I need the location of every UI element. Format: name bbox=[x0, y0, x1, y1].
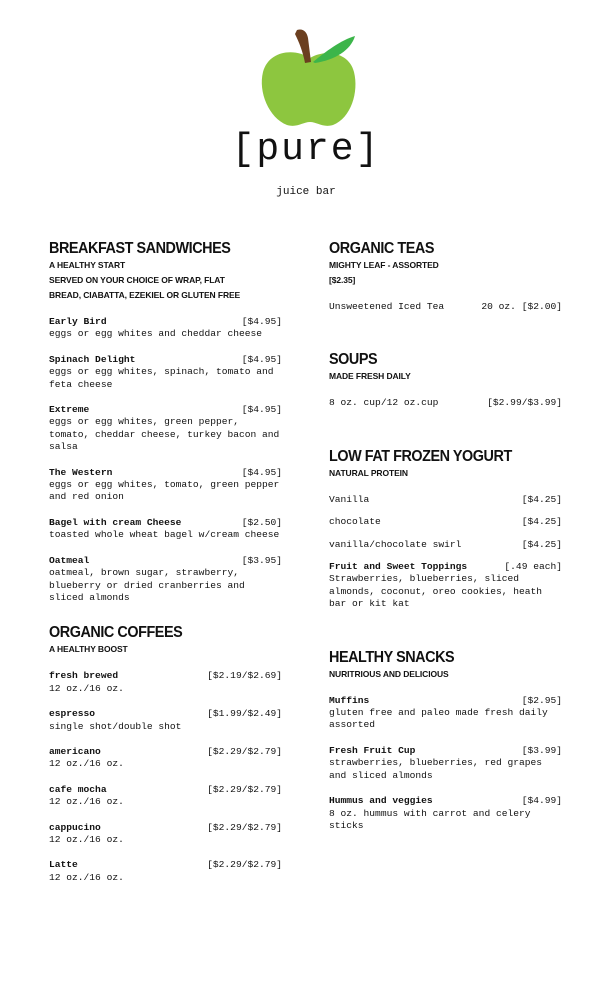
item-desc: 12 oz./16 oz. bbox=[49, 871, 124, 883]
item-desc: eggs or egg whites, tomato, green pepper and red onion bbox=[49, 479, 280, 503]
section-title: BREAKFAST SANDWICHES bbox=[49, 240, 231, 257]
item-name: Spinach Delight bbox=[49, 353, 136, 365]
section-title: SOUPS bbox=[329, 351, 378, 369]
right-column bbox=[329, 240, 562, 832]
item-desc: Strawberries, blueberries, sliced almonds, coconut, oreo cookies, heath bar or kit kat bbox=[329, 573, 543, 610]
section-subtitle: A HEALTHY BOOST bbox=[49, 644, 128, 655]
menu-item bbox=[49, 822, 282, 847]
menu-item bbox=[49, 517, 282, 542]
section-subtitle: NURITRIOUS AND DELICIOUS bbox=[329, 668, 449, 679]
brand-tagline: juice bar bbox=[276, 186, 336, 198]
item-desc: oatmeal, brown sugar, strawberry, blueberry or dried cranberries and sliced almonds bbox=[49, 567, 245, 603]
section-note: BREAD, CIABATTA, EZEKIEL OR GLUTEN FREE bbox=[49, 290, 241, 300]
menu-item bbox=[49, 746, 282, 771]
menu-item bbox=[49, 354, 282, 391]
section-subtitle: MIGHTY LEAF - ASSORTED bbox=[329, 260, 439, 270]
item-name: Unsweetened Iced Tea bbox=[329, 301, 445, 312]
item-price: [$4.95] bbox=[241, 404, 282, 416]
item-desc: gluten free and paleo made fresh daily bbox=[329, 707, 548, 719]
section-title: ORGANIC COFFEES bbox=[49, 624, 183, 642]
menu-item bbox=[49, 708, 282, 733]
item-name: vanilla/chocolate swirl bbox=[329, 538, 462, 550]
left-column bbox=[49, 240, 282, 884]
menu-item bbox=[329, 301, 562, 313]
item-price: [$1.99/$2.49] bbox=[207, 708, 282, 720]
item-name: Early Bird bbox=[49, 316, 107, 327]
section-price: [$2.35] bbox=[329, 275, 356, 285]
item-name: Oatmeal bbox=[49, 554, 90, 566]
item-desc: 12 oz./16 oz. bbox=[49, 796, 124, 808]
menu-item bbox=[49, 555, 282, 605]
section-breakfast-sandwiches bbox=[49, 240, 282, 604]
section-organic-coffees bbox=[49, 624, 282, 884]
item-name: Fresh Fruit Cup bbox=[329, 744, 416, 756]
item-name: The Western bbox=[49, 466, 113, 478]
menu-item bbox=[329, 561, 562, 611]
item-price: [$4.25] bbox=[521, 516, 562, 528]
menu-item bbox=[329, 745, 562, 782]
item-name: Bagel with cream Cheese bbox=[49, 516, 182, 528]
item-name: Vanilla bbox=[329, 493, 370, 505]
item-price: 20 oz. [$2.00] bbox=[481, 301, 562, 312]
item-price: [$3.95] bbox=[241, 554, 282, 566]
item-name: Latte bbox=[49, 859, 78, 871]
item-name: Muffins bbox=[329, 694, 370, 706]
item-desc: eggs or egg whites, green pepper, tomato, cheddar cheese, turkey bacon and salsa bbox=[49, 416, 280, 453]
item-price: [$2.50] bbox=[241, 516, 282, 528]
menu-item bbox=[329, 397, 562, 409]
menu-item bbox=[49, 467, 282, 504]
section-healthy-snacks bbox=[329, 649, 562, 833]
menu-item bbox=[329, 494, 562, 506]
green-apple-icon bbox=[255, 22, 365, 132]
item-name: espresso bbox=[49, 708, 96, 720]
section-note: SERVED ON YOUR CHOICE OF WRAP, FLAT bbox=[49, 275, 225, 285]
item-name: cappucino bbox=[49, 821, 101, 833]
item-name: Fruit and Sweet Toppings bbox=[329, 561, 468, 573]
item-price: [$2.29/$2.79] bbox=[207, 783, 282, 795]
menu-item bbox=[49, 784, 282, 809]
menu-item bbox=[49, 404, 282, 454]
brand-title: [pure] bbox=[231, 128, 381, 171]
item-name: Extreme bbox=[49, 404, 90, 416]
item-price: [$2.29/$2.79] bbox=[207, 821, 282, 833]
item-price: [$4.95] bbox=[241, 353, 282, 365]
section-subtitle: MADE FRESH DAILY bbox=[329, 371, 411, 382]
section-subtitle: A HEALTHY START bbox=[49, 260, 126, 270]
section-title: LOW FAT FROZEN YOGURT bbox=[329, 447, 512, 465]
item-price: [$4.95] bbox=[241, 466, 282, 478]
item-desc: 12 oz./16 oz. bbox=[49, 682, 124, 694]
item-name: 8 oz. cup/12 oz.cup bbox=[329, 397, 439, 409]
menu-item bbox=[49, 316, 282, 341]
menu-item bbox=[49, 670, 282, 695]
item-price: [$2.29/$2.79] bbox=[207, 859, 282, 871]
item-name: fresh brewed bbox=[49, 670, 119, 682]
item-price: [$4.25] bbox=[521, 538, 562, 550]
section-title: HEALTHY SNACKS bbox=[329, 648, 455, 666]
menu-item bbox=[329, 539, 562, 551]
item-name: cafe mocha bbox=[49, 783, 107, 795]
section-soups bbox=[329, 351, 562, 409]
item-desc: 12 oz./16 oz. bbox=[49, 833, 124, 845]
item-price: [$2.29/$2.79] bbox=[207, 745, 282, 757]
item-name: chocolate bbox=[329, 516, 381, 528]
section-title: ORGANIC TEAS bbox=[329, 240, 435, 257]
item-desc: toasted whole wheat bagel w/cream cheese bbox=[49, 529, 280, 541]
item-price: [$4.25] bbox=[521, 493, 562, 505]
item-price: [$2.99/$3.99] bbox=[487, 397, 562, 409]
item-price: [$2.19/$2.69] bbox=[207, 670, 282, 682]
menu-item bbox=[329, 516, 562, 528]
item-price: [$4.95] bbox=[241, 316, 282, 327]
item-price: [$2.95] bbox=[521, 694, 562, 706]
section-frozen-yogurt bbox=[329, 448, 562, 611]
item-name: Hummus and veggies bbox=[329, 795, 433, 807]
item-desc: eggs or egg whites, spinach, tomato and feta cheese bbox=[49, 366, 274, 390]
item-price: [$4.99] bbox=[521, 795, 562, 807]
item-price: [$3.99] bbox=[521, 744, 562, 756]
menu-item bbox=[49, 859, 282, 884]
item-desc: 12 oz./16 oz. bbox=[49, 758, 124, 770]
section-subtitle: NATURAL PROTEIN bbox=[329, 467, 408, 478]
section-organic-teas bbox=[329, 240, 562, 313]
item-desc: strawberries, blueberries, red grapes and sliced almonds bbox=[329, 757, 543, 781]
item-desc-extra: assorted bbox=[329, 719, 376, 731]
item-desc: 8 oz. hummus with carrot and celery sticks bbox=[329, 807, 531, 831]
menu-item bbox=[329, 795, 562, 832]
menu-item bbox=[329, 695, 562, 732]
item-desc: single shot/double shot bbox=[49, 720, 182, 732]
item-price: [.49 each] bbox=[504, 561, 562, 573]
item-desc: eggs or egg whites and cheddar cheese bbox=[49, 328, 263, 340]
item-name: americano bbox=[49, 745, 101, 757]
